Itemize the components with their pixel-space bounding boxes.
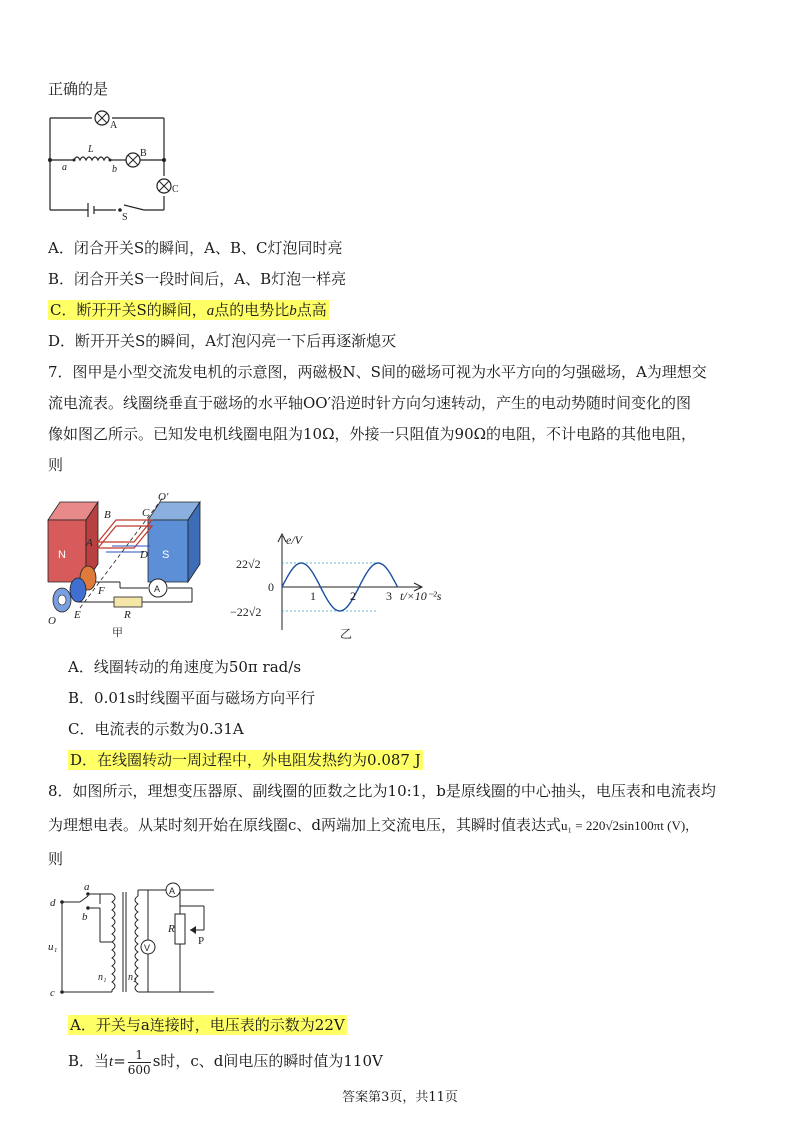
q8-stem-line3: 则 (48, 850, 64, 868)
q6-circuit-figure (44, 108, 184, 220)
svg-text:E: E (74, 609, 81, 621)
svg-text:b: b (82, 911, 88, 923)
q6-option-b[interactable]: B．闭合开关S一段时间后，A、B灯泡一样亮 (48, 270, 347, 288)
q7-option-c[interactable]: C．电流表的示数为0.31A (68, 720, 244, 738)
svg-text:C: C (142, 507, 150, 519)
svg-text:O′: O′ (158, 491, 169, 503)
svg-text:R: R (124, 609, 131, 621)
q7-option-b[interactable]: B．0.01s时线圈平面与磁场方向平行 (68, 689, 316, 707)
svg-text:0: 0 (268, 580, 274, 594)
q6-option-c-highlight: C．断开开关S的瞬间，a点的电势比b点高 (50, 301, 327, 319)
svg-text:22√2: 22√2 (236, 557, 261, 571)
svg-text:n₂: n₂ (128, 972, 137, 983)
q6-option-a[interactable]: A．闭合开关S的瞬间，A、B、C灯泡同时亮 (48, 239, 343, 257)
svg-text:V: V (144, 943, 151, 953)
svg-text:D: D (140, 549, 148, 561)
page-footer: 答案第3页，共11页 (342, 1090, 458, 1105)
svg-text:a: a (62, 162, 67, 173)
svg-text:C: C (172, 184, 179, 195)
q8-option-a[interactable] (68, 1014, 347, 1036)
q8-option-a-highlight: A．开关与a连接时，电压表的示数为22V (70, 1016, 345, 1034)
svg-text:L: L (88, 144, 94, 155)
svg-text:2: 2 (350, 589, 356, 603)
svg-text:甲: 甲 (112, 626, 123, 639)
svg-text:d: d (50, 897, 56, 909)
q7-generator-figure (40, 490, 220, 640)
q6-option-c[interactable] (48, 299, 329, 322)
svg-text:A: A (154, 584, 161, 594)
svg-text:S: S (162, 549, 170, 561)
svg-text:R: R (168, 923, 175, 935)
q7-resistor (114, 597, 142, 607)
q7-option-d[interactable] (68, 749, 423, 771)
svg-text:P: P (198, 935, 205, 947)
q8-stem-line1: 8．如图所示，理想变压器原、副线圈的匝数之比为10:1，b是原线圈的中心抽头，电压表和电流表均 (48, 782, 716, 800)
svg-text:−22√2: −22√2 (230, 605, 262, 619)
svg-text:乙: 乙 (340, 627, 353, 641)
svg-text:u₁: u₁ (48, 941, 58, 953)
svg-text:O: O (48, 615, 56, 627)
svg-text:N: N (58, 549, 66, 561)
q7-option-d-highlight: D．在线圈转动一周过程中，外电阻发热约为0.087 J (70, 751, 421, 769)
q6-stem-tail: 正确的是 (48, 80, 109, 98)
q7-stem-line1: 7．图甲是小型交流发电机的示意图，两磁极N、S间的磁场可视为水平方向的匀强磁场，A为理想交 (48, 363, 707, 381)
svg-text:e/V: e/V (286, 533, 302, 547)
svg-text:A: A (169, 886, 176, 896)
q7-stem-line4: 则 (48, 456, 64, 474)
q8-option-b-fraction: $\frac{1}{600}$ (127, 1047, 151, 1077)
svg-text:a: a (84, 882, 90, 893)
svg-text:b: b (112, 164, 117, 175)
q8-option-b[interactable]: B．当t= $\frac{1}{600}$ s时，c、d间电压的瞬时值为110V (68, 1047, 383, 1077)
svg-text:A: A (110, 120, 118, 131)
q7-option-a[interactable]: A．线圈转动的角速度为50π rad/s (68, 658, 302, 676)
q7-stem-line3: 像如图乙所示。已知发电机线圈电阻为10Ω，外接一只阻值为90Ω的电阻，不计电路的其他电阻， (48, 425, 697, 443)
q6-option-d[interactable]: D．断开开关S的瞬间，A灯泡闪亮一下后再逐渐熄灭 (48, 332, 397, 350)
q8-transformer-figure (44, 882, 224, 1002)
svg-text:3: 3 (386, 589, 392, 603)
svg-text:t/×10⁻²s: t/×10⁻²s (400, 589, 442, 603)
svg-text:1: 1 (310, 589, 316, 603)
q7-stem-line2: 流电流表。线圈绕垂直于磁场的水平轴OO′沿逆时针方向匀速转动，产生的电动势随时间变化的图 (48, 394, 692, 412)
q7-emf-graph (228, 530, 460, 642)
svg-text:c: c (50, 987, 55, 999)
svg-text:B: B (104, 509, 111, 521)
svg-text:F: F (98, 585, 105, 597)
q8-stem-line2: 为理想电表。从某时刻开始在原线圈c、d两端加上交流电压，其瞬时值表达式u₁ = 220√2sin100πt (V)， (48, 816, 699, 834)
svg-text:n₁: n₁ (98, 972, 107, 983)
svg-text:B: B (140, 148, 147, 159)
svg-text:A: A (86, 537, 93, 549)
svg-text:S: S (122, 212, 128, 220)
